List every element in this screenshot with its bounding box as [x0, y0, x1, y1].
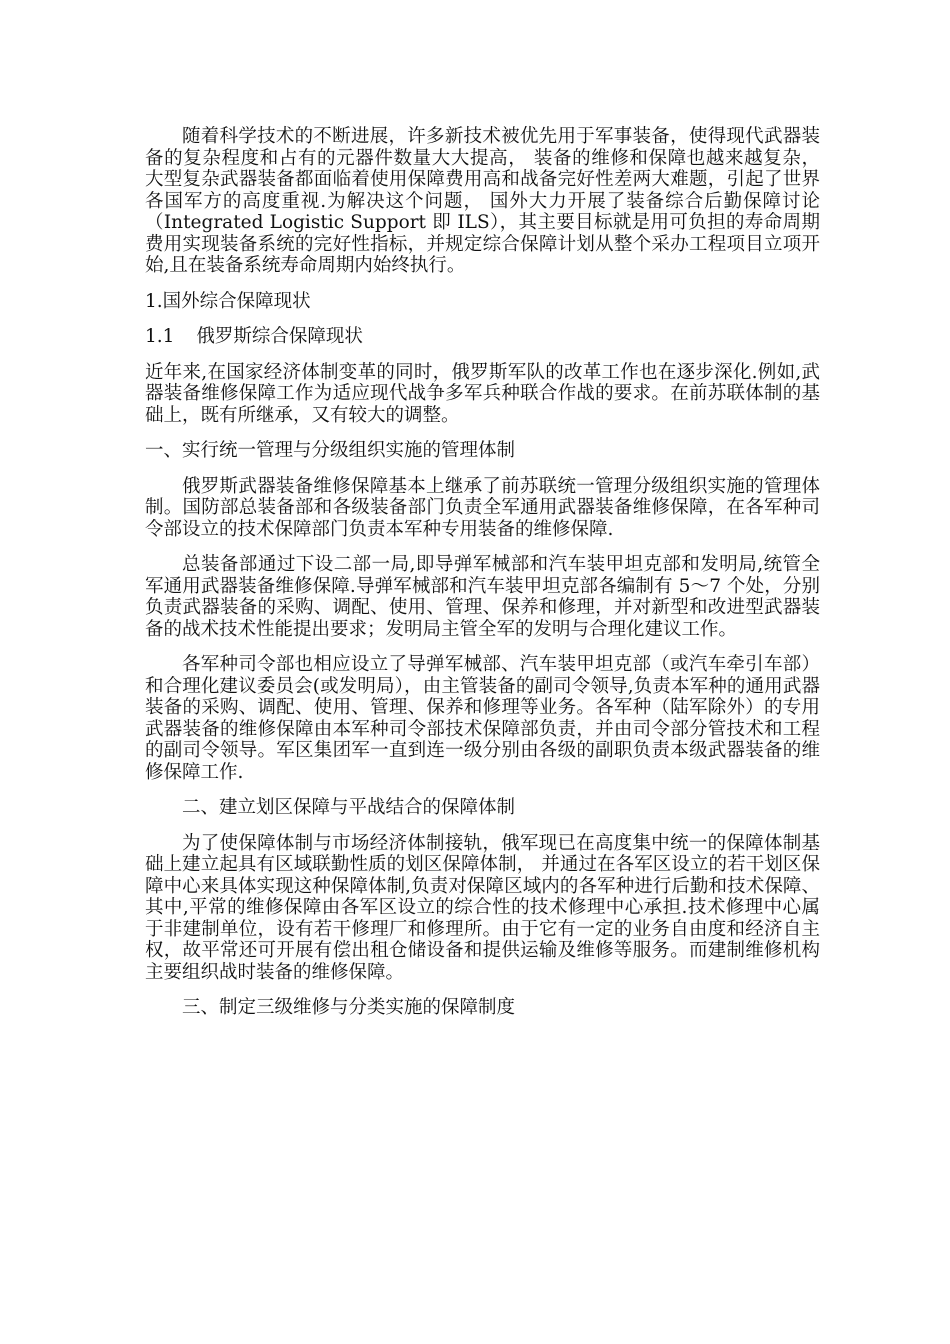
point-3-heading: 三、制定三级维修与分类实施的保障制度 — [182, 997, 516, 1018]
section-1-1-title: 俄罗斯综合保障现状 — [196, 326, 363, 347]
section-1-1-heading — [145, 326, 820, 348]
section-1-heading: 1.国外综合保障现状 — [145, 290, 311, 312]
point-2-heading: 二、建立划区保障与平战结合的保障体制 — [182, 797, 516, 818]
point-1-paragraph-2: 总装备部通过下设二部一局,即导弹军械部和汽车装甲坦克部和发明局,统管全军通用武器装备维修保障.导弹军械部和汽车装甲坦克部各编制有 5～7 个处，分别负责武器装备的采购、调配、使用、管理、保养和修理，并对新型和改进型武器装备的战术技术性能提出要求；发明局主管全军的发明与合理化建议工作。 — [145, 554, 820, 640]
point-1-paragraph-3: 各军种司令部也相应设立了导弹军械部、汽车装甲坦克部（或汽车牵引车部）和合理化建议委员会(或发明局），由主管装备的副司令领导,负责本军种的通用武器装备的采购、调配、使用、管理、保养和修理等业务。各军种（陆军除外）的专用武器装备的维修保障由本军种司令部技术保障部负责，并由司令部分管技术和工程的副司令领导。军区集团军一直到连一级分别由各级的副职负责本级武器装备的维修保障工作. — [145, 654, 820, 783]
point-2-paragraph-1: 为了使保障体制与市场经济体制接轨，俄军现已在高度集中统一的保障体制基础上建立起具有区域联勤性质的划区保障体制， 并通过在各军区设立的若干划区保障中心来具体实现这种保障体制,负责对保障区域内的各军种进行后勤和技术保障、其中,平常的维修保障由各军区设立的综合性的技术修理中心承担.技术修理中心属于非建制单位，设有若干修理厂和修理所。由于它有一定的业务自由度和经济自主权，故平常还可开展有偿出租仓储设备和提供运输及维修等服务。而建制维修机构主要组织战时装备的维修保障。 — [145, 832, 820, 983]
section-1-1-number: 1.1 — [145, 326, 175, 347]
point-1-paragraph-1: 俄罗斯武器装备维修保障基本上继承了前苏联统一管理分级组织实施的管理体制。国防部总装备部和各级装备部门负责全军通用武器装备维修保障，在各军种司令部设立的技术保障部门负责本军种专用装备的维修保障. — [145, 475, 820, 540]
russia-intro-paragraph: 近年来,在国家经济体制变革的同时，俄罗斯军队的改革工作也在逐步深化.例如,武器装备维修保障工作为适应现代战争多军兵种联合作战的要求。在前苏联体制的基础上，既有所继承，又有较大的调整。 — [145, 361, 820, 426]
intro-paragraph: 随着科学技术的不断进展，许多新技术被优先用于军事装备，使得现代武器装备的复杂程度和占有的元器件数量大大提高， 装备的维修和保障也越来越复杂， 大型复杂武器装备都面临着使用保障费用高和战备完好性差两大难题，引起了世界各国军方的高度重视.为解决这个问题， 国外大力开展了装备综合后勤保障讨论（Integrated Logistic Support 即 ILS），其主要目标就是用可负担的寿命周期费用实现装备系统的完好性指标，并规定综合保障计划从整个采办工程项目立项开始,且在装备系统寿命周期内始终执行。 — [145, 126, 820, 276]
point-1-heading: 一、实行统一管理与分级组织实施的管理体制 — [145, 440, 516, 461]
